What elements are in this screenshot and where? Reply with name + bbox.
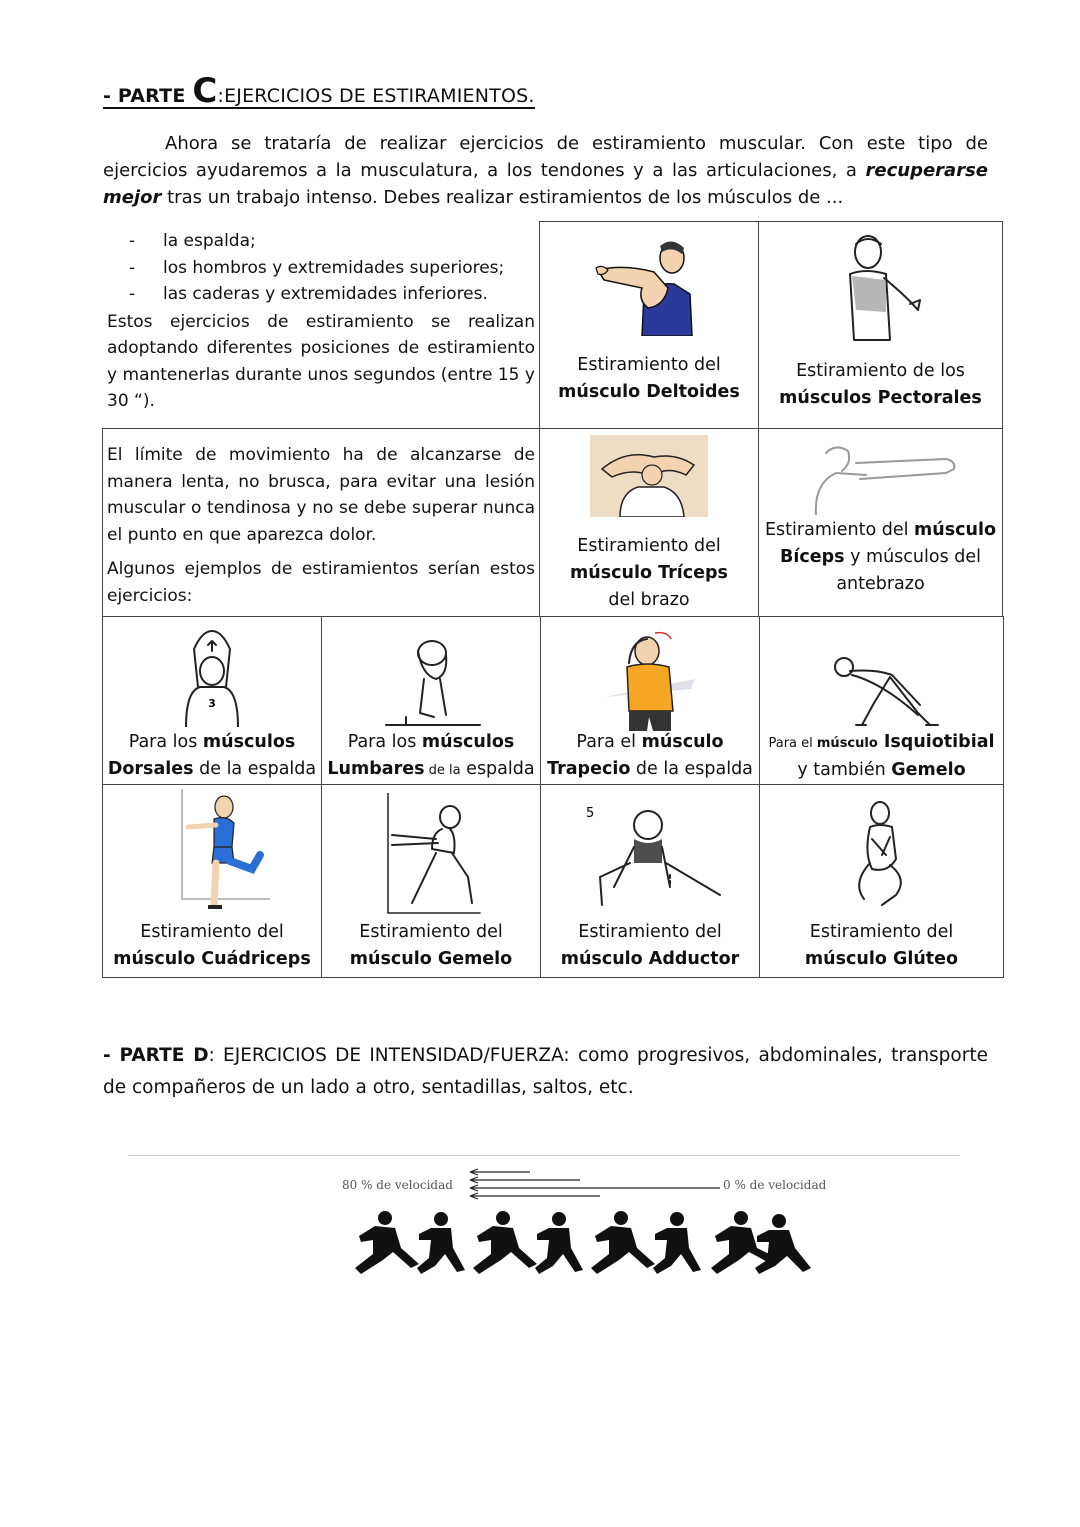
part-c-letter: C (192, 71, 218, 111)
biceps-caption: Estiramiento del músculo Bíceps y músculos del antebrazo (765, 520, 996, 594)
trapezius-stretch-figure (595, 627, 705, 731)
part-d-heading (103, 1040, 988, 1104)
lumbares-caption: Para los músculos Lumbares de la espalda (327, 732, 535, 779)
runners-silhouette (345, 1208, 815, 1280)
list-item: - la espalda; (107, 228, 535, 255)
limit-text-2: Algunos ejemplos de estiramientos serían estos ejercicios: (107, 559, 535, 606)
intro-text-1: Ahora se trataría de realizar ejercicios de estiramiento muscular. Con este tipo de ejercicios ayudaremos a la musculatura, a los tendones y a las articulaciones, a (103, 133, 988, 181)
cell-trapecio (541, 617, 760, 785)
gemelo-caption: Estiramiento del músculo Gemelo (349, 922, 513, 969)
cell-cuadriceps (103, 785, 322, 978)
deltoides-caption: Estiramiento del músculo Deltoides (558, 355, 740, 402)
lumbar-stretch-figure (376, 625, 486, 729)
cell-triceps (540, 429, 759, 617)
adductor-caption: Estiramiento del músculo Adductor (560, 922, 740, 969)
part-c-intro (103, 130, 988, 211)
separator-line (128, 1155, 960, 1156)
deltoid-stretch-figure (594, 236, 704, 336)
dorsal-stretch-figure (172, 627, 252, 727)
cell-dorsales (103, 617, 322, 785)
calf-stretch-figure (376, 793, 486, 917)
adductor-stretch-figure (570, 791, 730, 911)
biceps-stretch-figure (796, 433, 966, 515)
part-c-title: :EJERCICIOS DE ESTIRAMIENTOS. (217, 85, 535, 107)
part-d-title: : EJERCICIOS DE INTENSIDAD/FUERZA: (208, 1045, 570, 1066)
cell-deltoides (540, 222, 759, 429)
list-item: - los hombros y extremidades superiores; (107, 255, 535, 282)
speed-arrows (460, 1166, 730, 1206)
intro-bold: recuperarse mejor (103, 160, 988, 208)
isquiotibial-caption: Para el músculo Isquiotibial y también Gemelo (768, 732, 995, 780)
gluteo-caption: Estiramiento del músculo Glúteo (804, 922, 959, 969)
cell-pectorales (759, 222, 1003, 429)
cell-adductor (541, 785, 760, 978)
top-right-grid (539, 221, 1003, 617)
triceps-stretch-figure (590, 435, 708, 517)
figure-number: 5 (586, 806, 595, 821)
speed-left-label: 80 % de velocidad (342, 1178, 453, 1192)
cell-lumbares (322, 617, 541, 785)
triceps-caption: Estiramiento del músculo Tríceps del brazo (570, 536, 728, 610)
cuadriceps-caption: Estiramiento del músculo Cuádriceps (113, 922, 311, 969)
quadriceps-stretch-figure (152, 789, 272, 917)
limit-text (107, 442, 535, 609)
cell-gemelo (322, 785, 541, 978)
cell-biceps (759, 429, 1003, 617)
muscle-list (107, 228, 535, 308)
part-d-description: como progresivos, abdominales, transporte de compañeros de un lado a otro, sentadillas, saltos, etc. (103, 1045, 988, 1098)
part-c-heading (103, 71, 535, 111)
part-d-prefix: - PARTE (103, 1045, 194, 1066)
list-description: Estos ejercicios de estiramiento se realizan adoptando diferentes posiciones de estiramiento y mantenerlas durante unos segundos (entre 15 y 30 “). (107, 311, 535, 411)
cell-gluteo (760, 785, 1004, 978)
hamstring-stretch-figure (822, 653, 942, 729)
cell-isquiotibial (760, 617, 1004, 785)
trapecio-caption: Para el músculo Trapecio de la espalda (547, 732, 753, 779)
speed-right-label: 0 % de velocidad (723, 1178, 827, 1192)
pectoral-stretch-figure (826, 232, 936, 344)
stretch-list-block (107, 228, 535, 415)
limit-text-1: El límite de movimiento ha de alcanzarse de manera lenta, no brusca, para evitar una lesión muscular o tendinosa y no se debe superar nunca el punto en que aparezca dolor. (107, 445, 535, 545)
bottom-grid (102, 616, 1004, 978)
dorsales-caption: Para los músculos Dorsales de la espalda (107, 732, 317, 779)
pectorales-caption: Estiramiento de los músculos Pectorales (779, 361, 982, 408)
gluteus-stretch-figure (842, 799, 922, 911)
figure-number: 3 (208, 697, 216, 710)
intro-text-2: tras un trabajo intenso. Debes realizar estiramientos de los músculos de ... (161, 187, 844, 208)
part-c-prefix: - PARTE (103, 85, 193, 107)
part-d-letter: D (193, 1045, 209, 1066)
list-item: - las caderas y extremidades inferiores. (107, 281, 535, 308)
